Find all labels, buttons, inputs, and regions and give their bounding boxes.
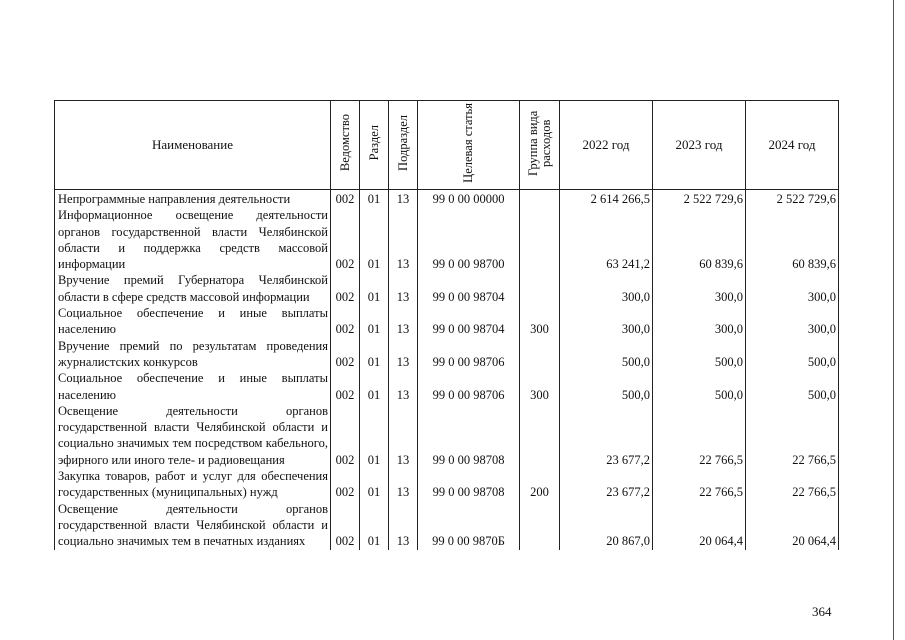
table-row — [55, 305, 839, 338]
row-value-2022: 20 867,0 — [560, 501, 653, 550]
row-value-2023: 2 522 729,6 — [653, 190, 746, 208]
row-value-2023: 60 839,6 — [653, 207, 746, 272]
table-row — [55, 207, 839, 272]
row-celevaya-statya: 99 0 00 98704 — [418, 272, 520, 305]
row-name: Закупка товаров, работ и услуг для обеспечения государственных (муниципальных) нужд — [55, 468, 331, 501]
row-value-2022: 23 677,2 — [560, 468, 653, 501]
row-name: Социальное обеспечение и иные выплаты населению — [55, 305, 331, 338]
row-razdel: 01 — [360, 501, 389, 550]
row-value-2022: 23 677,2 — [560, 403, 653, 468]
row-gruppa — [520, 403, 560, 468]
row-vedomstvo: 002 — [331, 501, 360, 550]
row-gruppa — [520, 207, 560, 272]
row-value-2024: 22 766,5 — [746, 468, 839, 501]
row-celevaya-statya: 99 0 00 98700 — [418, 207, 520, 272]
row-name: Информационное освещение деятельности органов государственной власти Челябинской области и поддержка средств массовой информации — [55, 207, 331, 272]
header-year-2022: 2022 год — [560, 101, 653, 190]
header-name: Наименование — [55, 101, 331, 190]
row-value-2023: 22 766,5 — [653, 403, 746, 468]
row-razdel: 01 — [360, 468, 389, 501]
row-vedomstvo: 002 — [331, 338, 360, 371]
row-podrazdel: 13 — [389, 338, 418, 371]
row-podrazdel: 13 — [389, 305, 418, 338]
row-gruppa: 300 — [520, 370, 560, 403]
header-celevaya-statya: Целевая статья — [418, 101, 520, 190]
row-celevaya-statya: 99 0 00 98708 — [418, 403, 520, 468]
header-razdel: Раздел — [360, 101, 389, 190]
row-razdel: 01 — [360, 338, 389, 371]
page-number: 364 — [812, 604, 832, 619]
row-razdel: 01 — [360, 190, 389, 208]
row-celevaya-statya: 99 0 00 00000 — [418, 190, 520, 208]
row-value-2024: 500,0 — [746, 338, 839, 371]
row-name: Вручение премий по результатам проведения журналистских конкурсов — [55, 338, 331, 371]
row-gruppa — [520, 501, 560, 550]
table-row — [55, 403, 839, 468]
header-vedomstvo: Ведомство — [331, 101, 360, 190]
row-vedomstvo: 002 — [331, 403, 360, 468]
row-value-2024: 2 522 729,6 — [746, 190, 839, 208]
row-razdel: 01 — [360, 370, 389, 403]
row-value-2022: 500,0 — [560, 338, 653, 371]
row-name: Освещение деятельности органов государственной власти Челябинской области и социально значимых тем посредством кабельного, эфирного или иного теле- и радиовещания — [55, 403, 331, 468]
row-podrazdel: 13 — [389, 207, 418, 272]
header-gruppa-vida-raskhodov: Группа вида расходов — [520, 101, 560, 190]
row-celevaya-statya: 99 0 00 98706 — [418, 338, 520, 371]
row-celevaya-statya: 99 0 00 98706 — [418, 370, 520, 403]
row-vedomstvo: 002 — [331, 190, 360, 208]
row-value-2023: 500,0 — [653, 338, 746, 371]
row-value-2024: 20 064,4 — [746, 501, 839, 550]
scan-edge-line — [893, 0, 894, 640]
row-value-2022: 2 614 266,5 — [560, 190, 653, 208]
header-year-2023: 2023 год — [653, 101, 746, 190]
row-name: Освещение деятельности органов государственной власти Челябинской области и социально значимых тем в печатных изданиях — [55, 501, 331, 550]
row-vedomstvo: 002 — [331, 370, 360, 403]
row-value-2022: 300,0 — [560, 305, 653, 338]
row-value-2024: 500,0 — [746, 370, 839, 403]
row-gruppa: 300 — [520, 305, 560, 338]
row-podrazdel: 13 — [389, 190, 418, 208]
row-gruppa — [520, 190, 560, 208]
row-value-2022: 500,0 — [560, 370, 653, 403]
row-vedomstvo: 002 — [331, 272, 360, 305]
row-value-2024: 300,0 — [746, 272, 839, 305]
row-vedomstvo: 002 — [331, 207, 360, 272]
row-value-2024: 22 766,5 — [746, 403, 839, 468]
row-gruppa — [520, 272, 560, 305]
row-value-2023: 22 766,5 — [653, 468, 746, 501]
row-value-2023: 500,0 — [653, 370, 746, 403]
row-razdel: 01 — [360, 207, 389, 272]
row-value-2024: 300,0 — [746, 305, 839, 338]
row-name: Вручение премий Губернатора Челябинской области в сфере средств массовой информации — [55, 272, 331, 305]
row-name: Социальное обеспечение и иные выплаты населению — [55, 370, 331, 403]
row-razdel: 01 — [360, 403, 389, 468]
row-razdel: 01 — [360, 305, 389, 338]
header-year-2024: 2024 год — [746, 101, 839, 190]
header-row — [55, 101, 839, 190]
row-podrazdel: 13 — [389, 403, 418, 468]
row-podrazdel: 13 — [389, 370, 418, 403]
row-value-2022: 300,0 — [560, 272, 653, 305]
row-name: Непрограммные направления деятельности — [55, 190, 331, 208]
header-podrazdel: Подраздел — [389, 101, 418, 190]
row-podrazdel: 13 — [389, 468, 418, 501]
table-row — [55, 272, 839, 305]
row-razdel: 01 — [360, 272, 389, 305]
row-celevaya-statya: 99 0 00 98704 — [418, 305, 520, 338]
table-row — [55, 468, 839, 501]
table-row — [55, 190, 839, 208]
row-celevaya-statya: 99 0 00 9870Б — [418, 501, 520, 550]
table-row — [55, 501, 839, 550]
row-gruppa — [520, 338, 560, 371]
budget-table — [54, 100, 839, 550]
row-value-2023: 300,0 — [653, 272, 746, 305]
row-podrazdel: 13 — [389, 272, 418, 305]
row-value-2023: 300,0 — [653, 305, 746, 338]
row-celevaya-statya: 99 0 00 98708 — [418, 468, 520, 501]
row-value-2022: 63 241,2 — [560, 207, 653, 272]
row-vedomstvo: 002 — [331, 468, 360, 501]
row-value-2023: 20 064,4 — [653, 501, 746, 550]
table-row — [55, 338, 839, 371]
row-gruppa: 200 — [520, 468, 560, 501]
row-value-2024: 60 839,6 — [746, 207, 839, 272]
row-podrazdel: 13 — [389, 501, 418, 550]
row-vedomstvo: 002 — [331, 305, 360, 338]
table-row — [55, 370, 839, 403]
